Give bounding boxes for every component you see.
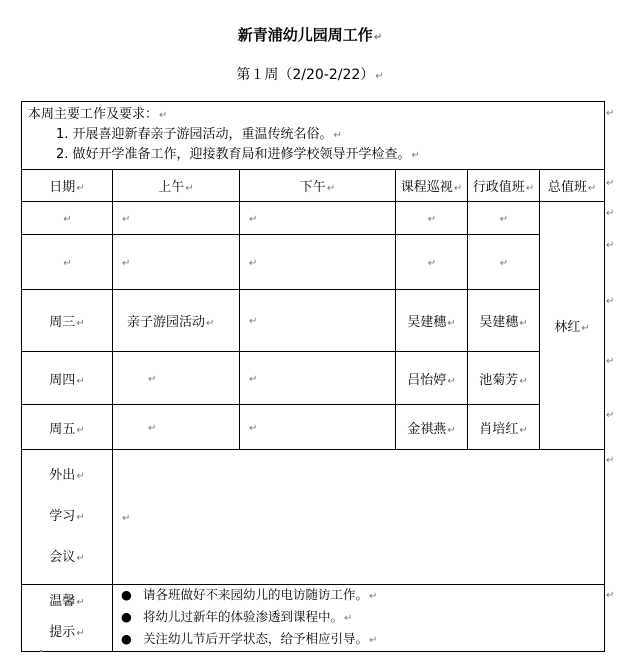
header-afternoon: 下午↵	[240, 170, 396, 202]
requirements-cell	[22, 102, 605, 170]
outing-label-cell	[22, 450, 113, 585]
subtitle-text: 第１周（2/20-2/22）	[236, 67, 375, 83]
tips-label: 温馨↵	[49, 594, 85, 609]
tips-label: 提示↵	[49, 625, 85, 640]
outing-label: 外出↵	[49, 467, 85, 483]
title-text: 新青浦幼儿园周工作	[237, 26, 373, 44]
table-row	[22, 235, 605, 290]
tips-content-cell	[113, 585, 605, 652]
day-cell: 周五↵	[22, 405, 113, 450]
requirements-heading: 本周主要工作及要求：↵	[28, 107, 168, 122]
row-end-mark: ↵	[606, 108, 615, 119]
week-subtitle	[0, 64, 620, 84]
am-cell: ↵	[113, 405, 240, 450]
document-title	[0, 24, 620, 45]
patrol-cell: 金祺燕↵	[396, 405, 468, 450]
am-cell: ↵	[113, 202, 240, 235]
tips-label-cell	[22, 585, 113, 652]
row-end-mark: ↵	[606, 455, 615, 466]
header-morning: 上午↵	[113, 170, 240, 202]
tips-list	[113, 585, 604, 651]
tip-item: ● 将幼儿过新年的体验渗透到课程中。↵	[121, 607, 604, 629]
row-end-mark: ↵	[606, 178, 615, 189]
outing-content-cell: ↵	[113, 450, 605, 585]
header-admin-duty: 行政值班↵	[468, 170, 540, 202]
am-cell: ↵	[113, 235, 240, 290]
row-end-mark: ↵	[606, 296, 615, 307]
day-cell: ↵	[22, 202, 113, 235]
paragraph-mark: ↵	[375, 71, 384, 82]
patrol-cell: 吕怡婷↵	[396, 352, 468, 405]
outing-row	[22, 450, 605, 585]
row-end-mark: ↵	[606, 410, 615, 421]
patrol-cell: 吴建穗↵	[396, 290, 468, 352]
outing-label: 会议↵	[49, 549, 85, 565]
bullet-icon: ●	[121, 609, 132, 624]
bullet-icon: ●	[121, 587, 132, 602]
header-date: 日期↵	[22, 170, 113, 202]
pm-cell: ↵	[240, 405, 396, 450]
header-row	[22, 170, 605, 202]
requirement-item: 1. 开展喜迎新春亲子游园活动，重温传统名俗。↵	[56, 127, 342, 142]
table-row	[22, 202, 605, 235]
day-cell: 周四↵	[22, 352, 113, 405]
table-row	[22, 290, 605, 352]
admin-cell: ↵	[468, 235, 540, 290]
pm-cell: ↵	[240, 235, 396, 290]
page-dot	[40, 650, 42, 652]
outing-label: 学习↵	[49, 508, 85, 524]
paragraph-mark: ↵	[373, 32, 383, 43]
header-course-patrol: 课程巡视↵	[396, 170, 468, 202]
patrol-cell: ↵	[396, 235, 468, 290]
row-end-mark: ↵	[606, 356, 615, 367]
bullet-icon: ●	[121, 631, 132, 646]
tip-item: ● 关注幼儿节后开学状态，给予相应引导。↵	[121, 629, 604, 651]
admin-cell: 吴建穗↵	[468, 290, 540, 352]
patrol-cell: ↵	[396, 202, 468, 235]
pm-cell: ↵	[240, 352, 396, 405]
admin-cell: 池菊芳↵	[468, 352, 540, 405]
table-row	[22, 405, 605, 450]
admin-cell: 肖培红↵	[468, 405, 540, 450]
row-end-mark: ↵	[606, 240, 615, 251]
am-cell: 亲子游园活动↵	[113, 290, 240, 352]
weekly-schedule-table	[21, 101, 605, 652]
header-general-duty: 总值班↵	[540, 170, 605, 202]
tip-item: ● 请各班做好不来园幼儿的电访随访工作。↵	[121, 585, 604, 607]
row-end-mark: ↵	[606, 208, 615, 219]
row-end-mark: ↵	[606, 590, 615, 601]
admin-cell: ↵	[468, 202, 540, 235]
pm-cell: ↵	[240, 202, 396, 235]
pm-cell: ↵	[240, 290, 396, 352]
day-cell: 周三↵	[22, 290, 113, 352]
tips-row	[22, 585, 605, 652]
requirement-item: 2. 做好开学准备工作，迎接教育局和进修学校领导开学检查。↵	[56, 147, 420, 162]
requirements-row	[22, 102, 605, 170]
general-duty-cell: 林红↵	[540, 202, 605, 450]
table-row	[22, 352, 605, 405]
day-cell: ↵	[22, 235, 113, 290]
am-cell: ↵	[113, 352, 240, 405]
